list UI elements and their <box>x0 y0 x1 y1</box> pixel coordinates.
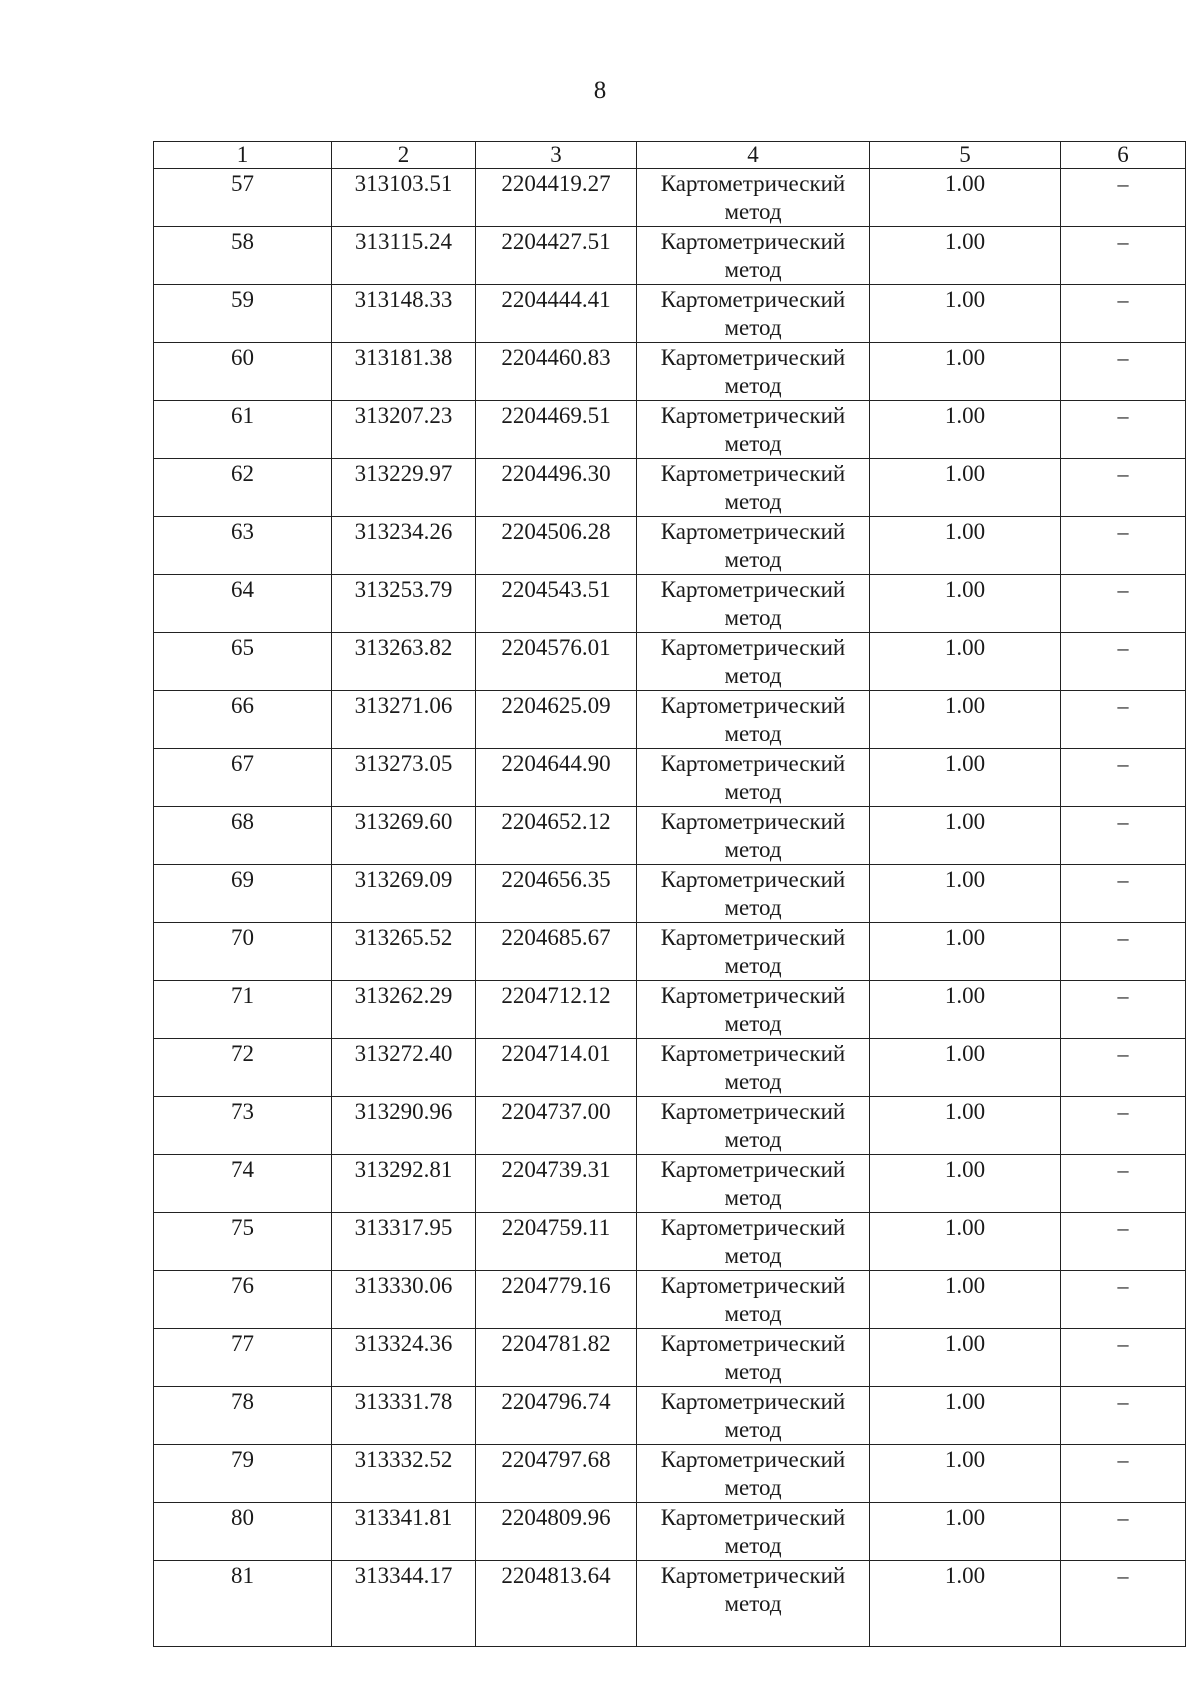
method-cell: Картометрический метод <box>637 749 870 807</box>
method-cell: Картометрический метод <box>637 981 870 1039</box>
y-coordinate-cell: 2204460.83 <box>476 343 637 401</box>
accuracy-cell: 1.00 <box>870 285 1061 343</box>
method-cell: Картометрический метод <box>637 865 870 923</box>
note-cell: – <box>1061 1503 1186 1561</box>
point-number-cell: 68 <box>154 807 332 865</box>
point-number-cell: 77 <box>154 1329 332 1387</box>
point-number-cell: 75 <box>154 1213 332 1271</box>
note-cell: – <box>1061 1387 1186 1445</box>
note-cell: – <box>1061 459 1186 517</box>
y-coordinate-cell: 2204685.67 <box>476 923 637 981</box>
y-coordinate-cell: 2204797.68 <box>476 1445 637 1503</box>
accuracy-cell: 1.00 <box>870 1097 1061 1155</box>
table-row <box>154 1503 1186 1561</box>
note-cell: – <box>1061 1097 1186 1155</box>
x-coordinate-cell: 313273.05 <box>332 749 476 807</box>
point-number-cell: 70 <box>154 923 332 981</box>
method-cell: Картометрический метод <box>637 1387 870 1445</box>
method-cell: Картометрический метод <box>637 169 870 227</box>
y-coordinate-cell: 2204444.41 <box>476 285 637 343</box>
table-row <box>154 749 1186 807</box>
accuracy-cell: 1.00 <box>870 1271 1061 1329</box>
accuracy-cell: 1.00 <box>870 459 1061 517</box>
note-cell: – <box>1061 691 1186 749</box>
table-row <box>154 981 1186 1039</box>
method-cell: Картометрический метод <box>637 1329 870 1387</box>
method-cell: Картометрический метод <box>637 1271 870 1329</box>
point-number-cell: 76 <box>154 1271 332 1329</box>
accuracy-cell: 1.00 <box>870 401 1061 459</box>
y-coordinate-cell: 2204506.28 <box>476 517 637 575</box>
point-number-cell: 62 <box>154 459 332 517</box>
note-cell: – <box>1061 1213 1186 1271</box>
column-header: 3 <box>476 142 637 169</box>
y-coordinate-cell: 2204796.74 <box>476 1387 637 1445</box>
note-cell: – <box>1061 169 1186 227</box>
note-cell: – <box>1061 865 1186 923</box>
accuracy-cell: 1.00 <box>870 865 1061 923</box>
note-cell: – <box>1061 633 1186 691</box>
y-coordinate-cell: 2204652.12 <box>476 807 637 865</box>
x-coordinate-cell: 313324.36 <box>332 1329 476 1387</box>
table-row <box>154 1561 1186 1647</box>
table-row <box>154 1097 1186 1155</box>
table-row <box>154 285 1186 343</box>
table-body <box>154 169 1186 1647</box>
table-row <box>154 169 1186 227</box>
y-coordinate-cell: 2204781.82 <box>476 1329 637 1387</box>
accuracy-cell: 1.00 <box>870 1039 1061 1097</box>
x-coordinate-cell: 313292.81 <box>332 1155 476 1213</box>
note-cell: – <box>1061 285 1186 343</box>
table-row <box>154 1039 1186 1097</box>
y-coordinate-cell: 2204427.51 <box>476 227 637 285</box>
table-row <box>154 633 1186 691</box>
table-row <box>154 517 1186 575</box>
table-row <box>154 1155 1186 1213</box>
point-number-cell: 63 <box>154 517 332 575</box>
x-coordinate-cell: 313317.95 <box>332 1213 476 1271</box>
method-cell: Картометрический метод <box>637 923 870 981</box>
y-coordinate-cell: 2204737.00 <box>476 1097 637 1155</box>
accuracy-cell: 1.00 <box>870 169 1061 227</box>
column-header: 2 <box>332 142 476 169</box>
table-row <box>154 343 1186 401</box>
x-coordinate-cell: 313341.81 <box>332 1503 476 1561</box>
point-number-cell: 69 <box>154 865 332 923</box>
method-cell: Картометрический метод <box>637 1155 870 1213</box>
y-coordinate-cell: 2204714.01 <box>476 1039 637 1097</box>
page-number: 8 <box>593 77 607 104</box>
note-cell: – <box>1061 343 1186 401</box>
x-coordinate-cell: 313253.79 <box>332 575 476 633</box>
y-coordinate-cell: 2204809.96 <box>476 1503 637 1561</box>
accuracy-cell: 1.00 <box>870 1503 1061 1561</box>
x-coordinate-cell: 313181.38 <box>332 343 476 401</box>
table-row <box>154 401 1186 459</box>
method-cell: Картометрический метод <box>637 401 870 459</box>
x-coordinate-cell: 313262.29 <box>332 981 476 1039</box>
y-coordinate-cell: 2204644.90 <box>476 749 637 807</box>
point-number-cell: 59 <box>154 285 332 343</box>
y-coordinate-cell: 2204813.64 <box>476 1561 637 1647</box>
x-coordinate-cell: 313103.51 <box>332 169 476 227</box>
accuracy-cell: 1.00 <box>870 1561 1061 1647</box>
method-cell: Картометрический метод <box>637 459 870 517</box>
note-cell: – <box>1061 227 1186 285</box>
point-number-cell: 79 <box>154 1445 332 1503</box>
table-row <box>154 1445 1186 1503</box>
x-coordinate-cell: 313272.40 <box>332 1039 476 1097</box>
accuracy-cell: 1.00 <box>870 1329 1061 1387</box>
column-header: 1 <box>154 142 332 169</box>
note-cell: – <box>1061 1155 1186 1213</box>
x-coordinate-cell: 313234.26 <box>332 517 476 575</box>
x-coordinate-cell: 313269.60 <box>332 807 476 865</box>
method-cell: Картометрический метод <box>637 1445 870 1503</box>
point-number-cell: 71 <box>154 981 332 1039</box>
table-row <box>154 923 1186 981</box>
y-coordinate-cell: 2204779.16 <box>476 1271 637 1329</box>
method-cell: Картометрический метод <box>637 575 870 633</box>
note-cell: – <box>1061 923 1186 981</box>
x-coordinate-cell: 313263.82 <box>332 633 476 691</box>
point-number-cell: 73 <box>154 1097 332 1155</box>
point-number-cell: 58 <box>154 227 332 285</box>
note-cell: – <box>1061 807 1186 865</box>
note-cell: – <box>1061 517 1186 575</box>
table-row <box>154 1329 1186 1387</box>
method-cell: Картометрический метод <box>637 1561 870 1647</box>
column-header: 5 <box>870 142 1061 169</box>
note-cell: – <box>1061 575 1186 633</box>
point-number-cell: 72 <box>154 1039 332 1097</box>
accuracy-cell: 1.00 <box>870 227 1061 285</box>
table-row <box>154 1213 1186 1271</box>
y-coordinate-cell: 2204656.35 <box>476 865 637 923</box>
method-cell: Картометрический метод <box>637 1039 870 1097</box>
table-header-row <box>154 142 1186 169</box>
x-coordinate-cell: 313229.97 <box>332 459 476 517</box>
x-coordinate-cell: 313148.33 <box>332 285 476 343</box>
note-cell: – <box>1061 1271 1186 1329</box>
x-coordinate-cell: 313271.06 <box>332 691 476 749</box>
accuracy-cell: 1.00 <box>870 981 1061 1039</box>
x-coordinate-cell: 313115.24 <box>332 227 476 285</box>
x-coordinate-cell: 313344.17 <box>332 1561 476 1647</box>
accuracy-cell: 1.00 <box>870 633 1061 691</box>
accuracy-cell: 1.00 <box>870 691 1061 749</box>
accuracy-cell: 1.00 <box>870 923 1061 981</box>
note-cell: – <box>1061 1561 1186 1647</box>
y-coordinate-cell: 2204712.12 <box>476 981 637 1039</box>
x-coordinate-cell: 313290.96 <box>332 1097 476 1155</box>
table-row <box>154 865 1186 923</box>
column-header: 4 <box>637 142 870 169</box>
y-coordinate-cell: 2204496.30 <box>476 459 637 517</box>
y-coordinate-cell: 2204625.09 <box>476 691 637 749</box>
x-coordinate-cell: 313331.78 <box>332 1387 476 1445</box>
method-cell: Картометрический метод <box>637 633 870 691</box>
table-row <box>154 227 1186 285</box>
point-number-cell: 60 <box>154 343 332 401</box>
point-number-cell: 78 <box>154 1387 332 1445</box>
accuracy-cell: 1.00 <box>870 575 1061 633</box>
accuracy-cell: 1.00 <box>870 1155 1061 1213</box>
accuracy-cell: 1.00 <box>870 343 1061 401</box>
x-coordinate-cell: 313207.23 <box>332 401 476 459</box>
y-coordinate-cell: 2204759.11 <box>476 1213 637 1271</box>
point-number-cell: 81 <box>154 1561 332 1647</box>
point-number-cell: 61 <box>154 401 332 459</box>
point-number-cell: 74 <box>154 1155 332 1213</box>
point-number-cell: 66 <box>154 691 332 749</box>
y-coordinate-cell: 2204419.27 <box>476 169 637 227</box>
note-cell: – <box>1061 1445 1186 1503</box>
method-cell: Картометрический метод <box>637 1213 870 1271</box>
x-coordinate-cell: 313269.09 <box>332 865 476 923</box>
table-row <box>154 1387 1186 1445</box>
y-coordinate-cell: 2204576.01 <box>476 633 637 691</box>
note-cell: – <box>1061 401 1186 459</box>
y-coordinate-cell: 2204543.51 <box>476 575 637 633</box>
point-number-cell: 80 <box>154 1503 332 1561</box>
table-row <box>154 807 1186 865</box>
table-row <box>154 691 1186 749</box>
method-cell: Картометрический метод <box>637 1097 870 1155</box>
table-row <box>154 575 1186 633</box>
x-coordinate-cell: 313265.52 <box>332 923 476 981</box>
y-coordinate-cell: 2204469.51 <box>476 401 637 459</box>
method-cell: Картометрический метод <box>637 807 870 865</box>
accuracy-cell: 1.00 <box>870 1213 1061 1271</box>
y-coordinate-cell: 2204739.31 <box>476 1155 637 1213</box>
x-coordinate-cell: 313332.52 <box>332 1445 476 1503</box>
method-cell: Картометрический метод <box>637 517 870 575</box>
point-number-cell: 57 <box>154 169 332 227</box>
accuracy-cell: 1.00 <box>870 517 1061 575</box>
note-cell: – <box>1061 749 1186 807</box>
point-number-cell: 64 <box>154 575 332 633</box>
column-header: 6 <box>1061 142 1186 169</box>
accuracy-cell: 1.00 <box>870 1445 1061 1503</box>
table-row <box>154 1271 1186 1329</box>
method-cell: Картометрический метод <box>637 343 870 401</box>
method-cell: Картометрический метод <box>637 285 870 343</box>
table-row <box>154 459 1186 517</box>
point-number-cell: 65 <box>154 633 332 691</box>
method-cell: Картометрический метод <box>637 1503 870 1561</box>
note-cell: – <box>1061 1329 1186 1387</box>
x-coordinate-cell: 313330.06 <box>332 1271 476 1329</box>
method-cell: Картометрический метод <box>637 227 870 285</box>
note-cell: – <box>1061 1039 1186 1097</box>
accuracy-cell: 1.00 <box>870 807 1061 865</box>
point-number-cell: 67 <box>154 749 332 807</box>
coordinates-table <box>153 141 1186 1647</box>
method-cell: Картометрический метод <box>637 691 870 749</box>
accuracy-cell: 1.00 <box>870 749 1061 807</box>
note-cell: – <box>1061 981 1186 1039</box>
accuracy-cell: 1.00 <box>870 1387 1061 1445</box>
